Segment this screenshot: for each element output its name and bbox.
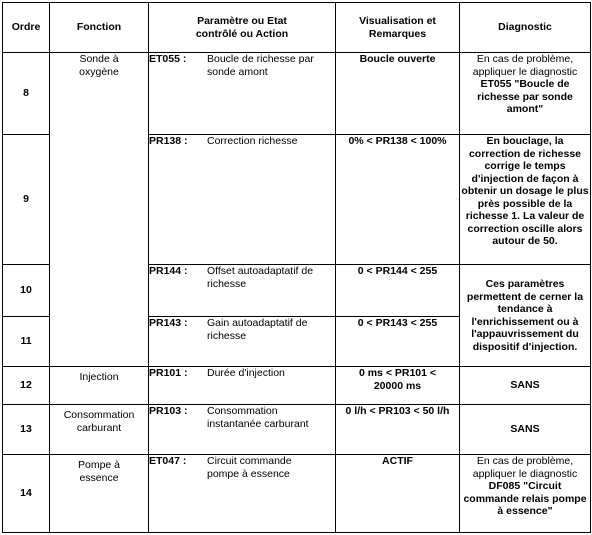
param-code: PR138 : bbox=[149, 135, 188, 147]
ordre-cell: 8 bbox=[3, 53, 50, 135]
table-row bbox=[3, 367, 591, 405]
table-row bbox=[3, 455, 591, 533]
param-code: PR103 : bbox=[149, 405, 188, 417]
diag-cell: SANS bbox=[460, 367, 591, 405]
ordre-cell: 13 bbox=[3, 405, 50, 455]
diag-ref: DF085 "Circuit commande relais pompe à essence" bbox=[463, 480, 587, 517]
header-diagnostic: Diagnostic bbox=[460, 3, 591, 53]
diag-cell bbox=[460, 53, 591, 135]
diag-ref: ET055 "Boucle de richesse par sonde amont" bbox=[477, 78, 573, 115]
header-visualisation: Visualisation et Remarques bbox=[336, 3, 460, 53]
diagnostic-table bbox=[2, 2, 591, 533]
visu-cell: ACTIF bbox=[336, 455, 460, 533]
fonction-cell: Injection bbox=[50, 367, 149, 405]
param-desc: Circuit commande pompe à essence bbox=[207, 455, 292, 480]
param-desc: Correction richesse bbox=[207, 135, 298, 147]
visu-cell: Boucle ouverte bbox=[336, 53, 460, 135]
param-desc: Offset autoadaptatif de richesse bbox=[207, 265, 314, 290]
param-code: PR144 : bbox=[149, 265, 188, 277]
diag-text: En cas de problème, appliquer le diagnostic bbox=[472, 455, 578, 480]
header-fonction: Fonction bbox=[50, 3, 149, 53]
visu-cell: 0 l/h < PR103 < 50 l/h bbox=[336, 405, 460, 455]
param-cell bbox=[149, 455, 336, 533]
param-desc: Durée d'injection bbox=[207, 367, 285, 379]
param-code: PR143 : bbox=[149, 317, 188, 329]
diag-cell: SANS bbox=[460, 405, 591, 455]
param-cell bbox=[149, 405, 336, 455]
diag-cell: Ces paramètres permettent de cerner la tendance à l'enrichissement ou à l'appauvrissement du dispositif d'injection. bbox=[460, 265, 591, 367]
ordre-cell: 11 bbox=[3, 317, 50, 367]
visu-cell: 0 ms < PR101 < 20000 ms bbox=[336, 367, 460, 405]
param-desc: Gain autoadaptatif de richesse bbox=[207, 317, 308, 342]
param-code: ET055 : bbox=[149, 53, 187, 65]
fonction-cell: Sonde à oxygène bbox=[50, 53, 149, 367]
param-cell bbox=[149, 53, 336, 135]
param-code: PR101 : bbox=[149, 367, 188, 379]
diag-cell: En bouclage, la correction de richesse corrige le temps d'injection de façon à obtenir un dosage le plus près possible de la richesse 1. La valeur de correction oscille alors autour de 50. bbox=[460, 135, 591, 265]
param-code: ET047 : bbox=[149, 455, 187, 467]
param-cell bbox=[149, 317, 336, 367]
param-desc: Consommation instantanée carburant bbox=[207, 405, 309, 430]
header-row bbox=[3, 3, 591, 53]
param-desc: Boucle de richesse par sonde amont bbox=[207, 53, 314, 78]
header-ordre: Ordre bbox=[3, 3, 50, 53]
ordre-cell: 12 bbox=[3, 367, 50, 405]
param-cell bbox=[149, 367, 336, 405]
diag-text: En cas de problème, appliquer le diagnostic bbox=[472, 53, 578, 78]
fonction-cell: Consommation carburant bbox=[50, 405, 149, 455]
diag-cell bbox=[460, 455, 591, 533]
visu-cell: 0 < PR144 < 255 bbox=[336, 265, 460, 317]
ordre-cell: 14 bbox=[3, 455, 50, 533]
param-cell bbox=[149, 265, 336, 317]
header-parametre: Paramètre ou Etat contrôlé ou Action bbox=[149, 3, 336, 53]
visu-cell: 0% < PR138 < 100% bbox=[336, 135, 460, 265]
table-row bbox=[3, 53, 591, 135]
ordre-cell: 10 bbox=[3, 265, 50, 317]
fonction-cell: Pompe à essence bbox=[50, 455, 149, 533]
ordre-cell: 9 bbox=[3, 135, 50, 265]
param-cell bbox=[149, 135, 336, 265]
table-row bbox=[3, 405, 591, 455]
visu-cell: 0 < PR143 < 255 bbox=[336, 317, 460, 367]
